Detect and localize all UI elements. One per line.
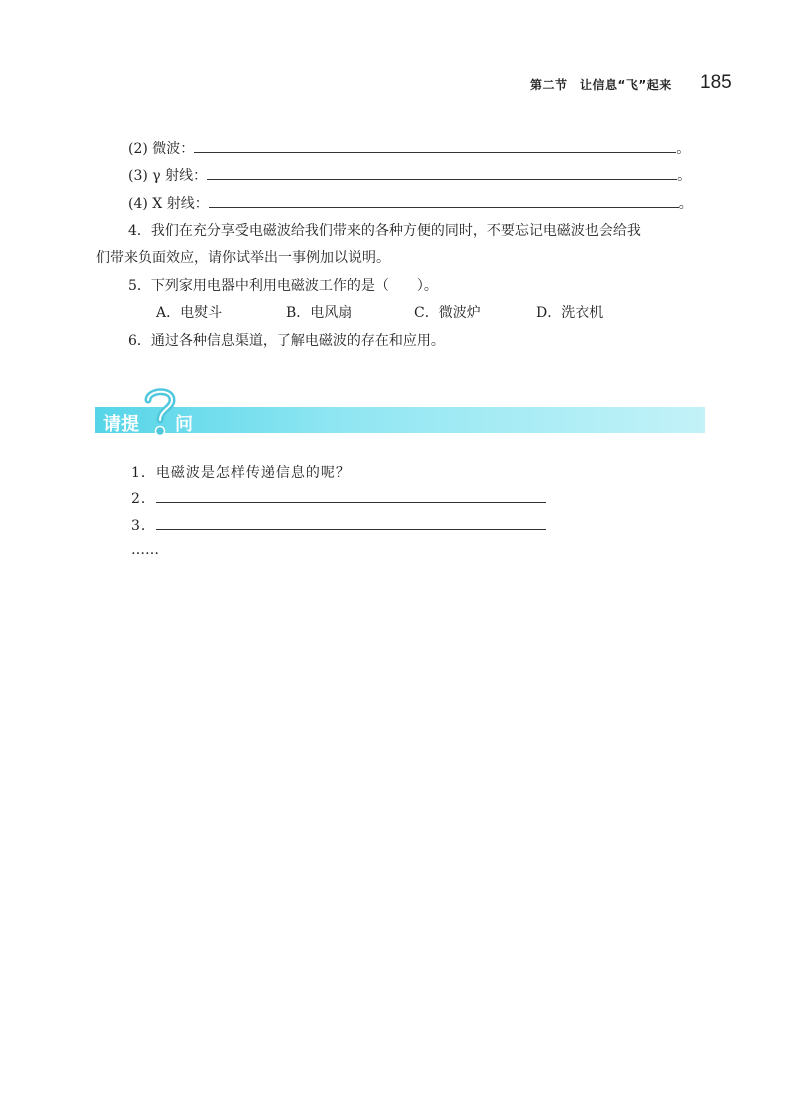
ask-question-2-label: 2． <box>131 491 156 507</box>
question-5: 5．下列家用电器中利用电磁波工作的是（ ）。 <box>128 278 438 294</box>
question-4-line-2: 们带来负面效应，请你试举出一事例加以说明。 <box>96 250 390 266</box>
answer-blank[interactable] <box>194 138 676 153</box>
running-header: 第二节 让信息“飞”起来 <box>530 78 672 92</box>
answer-blank[interactable] <box>207 165 677 180</box>
ask-question-3 <box>131 515 546 536</box>
option-c[interactable]: C．微波炉 <box>414 305 481 321</box>
option-b[interactable]: B．电风扇 <box>286 305 353 321</box>
banner-label-right: 问 <box>175 414 193 435</box>
ask-question-2 <box>131 488 546 509</box>
banner-label-left: 请提 <box>103 414 139 435</box>
option-a[interactable]: A．电熨斗 <box>156 305 223 321</box>
question-blank[interactable] <box>156 515 546 530</box>
ask-question-3-label: 3． <box>131 518 156 534</box>
question-6: 6．通过各种信息渠道，了解电磁波的存在和应用。 <box>128 333 445 349</box>
exercise-item-4 <box>128 193 693 214</box>
question-4-line-1: 4．我们在充分享受电磁波给我们带来的各种方便的同时，不要忘记电磁波也会给我 <box>128 223 641 239</box>
item-3-label: (3) γ 射线： <box>128 168 208 184</box>
question-5-options <box>156 303 603 323</box>
item-2-label: (2) 微波： <box>128 141 195 157</box>
exercise-item-2 <box>128 138 690 159</box>
exercise-item-3 <box>128 165 691 186</box>
option-d[interactable]: D．洗衣机 <box>536 305 604 321</box>
ask-question-banner <box>95 407 705 433</box>
question-blank[interactable] <box>156 488 546 503</box>
item-4-label: (4) X 射线： <box>128 196 209 212</box>
ellipsis: …… <box>131 542 159 558</box>
item-2-end: 。 <box>676 141 691 157</box>
answer-blank[interactable] <box>209 193 679 208</box>
item-4-end: 。 <box>678 196 693 212</box>
page-number: 185 <box>700 72 732 93</box>
item-3-end: 。 <box>677 168 692 184</box>
ask-question-1: 1．电磁波是怎样传递信息的呢？ <box>131 465 351 481</box>
question-mark-icon <box>142 386 178 438</box>
